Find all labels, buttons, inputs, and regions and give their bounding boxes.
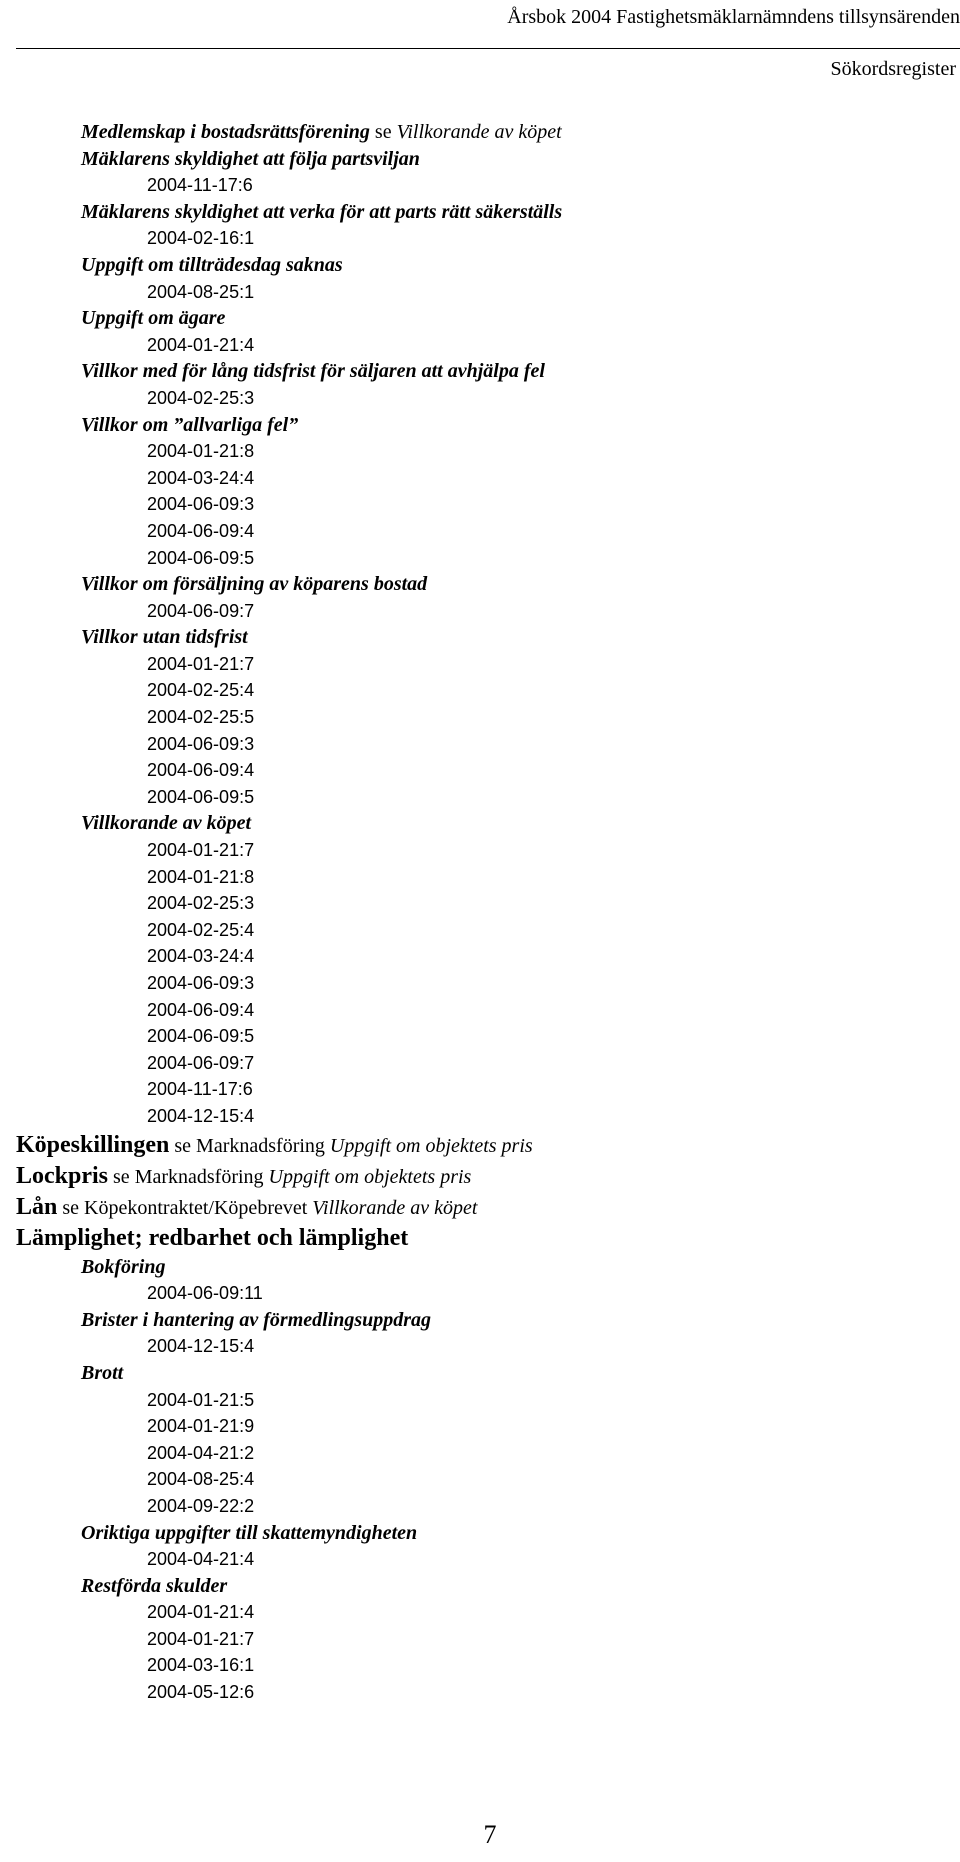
index-reference [16,1050,946,1077]
index-reference [16,1626,946,1653]
index-reference [16,465,946,492]
case-reference: 2004-06-09:3 [147,494,255,515]
index-reference [16,837,946,864]
case-reference: 2004-02-16:1 [147,228,255,249]
index-main-term [16,1192,946,1223]
running-title: Årsbok 2004 Fastighetsmäklarnämndens tillsynsärenden [507,6,960,28]
index-reference [16,677,946,704]
index-reference [16,651,946,678]
index-reference [16,1546,946,1573]
case-reference: 2004-06-09:3 [147,973,255,993]
index-list [16,119,946,1706]
case-reference: 2004-01-21:7 [147,840,255,861]
case-reference: 2004-02-25:3 [147,387,255,408]
term-text: Villkorande av köpet [312,1196,478,1219]
case-reference: 2004-01-21:4 [147,1602,255,1623]
term-text: Villkor med för lång tidsfrist för säljaren att avhjälpa fel [81,360,545,383]
index-subterm [16,810,946,837]
index-reference [16,518,946,545]
index-subterm [16,305,946,332]
index-reference [16,784,946,811]
index-subterm [16,1254,946,1281]
index-subterm [16,119,946,146]
case-reference: 2004-04-21:4 [147,1549,255,1570]
case-reference: 2004-08-25:1 [147,281,255,302]
case-reference: 2004-11-17:6 [147,1079,253,1100]
index-reference [16,279,946,306]
index-reference [16,1023,946,1050]
index-reference [16,1652,946,1679]
case-reference: 2004-12-15:4 [147,1105,255,1126]
index-reference [16,1599,946,1626]
case-reference: 2004-01-21:9 [147,1416,255,1437]
term-text: Villkorande av köpet [81,812,251,835]
index-reference [16,1280,946,1307]
index-main-term [16,1161,946,1192]
term-text: Oriktiga uppgifter till skattemyndigheten [81,1521,418,1544]
case-reference: 2004-01-21:8 [147,441,255,462]
case-reference: 2004-06-09:4 [147,520,255,541]
index-main-term [16,1223,946,1254]
index-reference [16,385,946,412]
case-reference: 2004-02-25:3 [147,893,255,914]
case-reference: 2004-01-21:7 [147,1628,255,1649]
term-text: Brott [81,1361,124,1384]
index-subterm [16,358,946,385]
case-reference: 2004-01-21:8 [147,866,255,887]
index-subterm [16,1307,946,1334]
case-reference: 2004-11-17:6 [147,175,253,196]
index-subterm [16,1573,946,1600]
term-text: Uppgift om objektets pris [329,1134,533,1157]
index-reference [16,864,946,891]
index-reference [16,438,946,465]
index-reference [16,1413,946,1440]
cross-reference-text: Marknadsföring [134,1165,264,1188]
cross-reference-text: Köpekontraktet/Köpebrevet [84,1196,308,1219]
index-reference [16,1466,946,1493]
case-reference: 2004-06-09:3 [147,733,255,754]
index-subterm [16,571,946,598]
term-text: Köpeskillingen [16,1131,170,1158]
index-reference [16,1103,946,1130]
term-text: Lämplighet; redbarhet och lämplighet [16,1224,409,1251]
index-reference [16,890,946,917]
section-title: Sökordsregister [830,58,956,80]
term-text: Villkor om försäljning av köparens bostad [81,573,428,596]
case-reference: 2004-03-24:4 [147,467,255,488]
term-text: Medlemskap i bostadsrättsförening [81,121,370,143]
term-text: Lån [16,1193,58,1220]
cross-reference-text: se [369,121,397,143]
term-text: Uppgift om objektets pris [268,1165,472,1188]
index-reference [16,225,946,252]
case-reference: 2004-06-09:7 [147,600,255,621]
term-text: Mäklarens skyldighet att verka för att parts rätt säkerställs [81,200,563,223]
case-reference: 2004-03-16:1 [147,1655,255,1676]
index-reference [16,731,946,758]
index-subterm [16,252,946,279]
term-text: Villkor om ”allvarliga fel” [81,413,299,436]
case-reference: 2004-06-09:4 [147,760,255,781]
term-text: Restförda skulder [81,1574,228,1597]
case-reference: 2004-01-21:5 [147,1389,255,1410]
index-reference [16,917,946,944]
index-reference [16,1493,946,1520]
case-reference: 2004-01-21:7 [147,653,255,674]
index-reference [16,1440,946,1467]
term-text: Villkor utan tidsfrist [81,626,248,649]
index-subterm [16,1520,946,1547]
page-header [0,0,960,84]
case-reference: 2004-06-09:7 [147,1052,255,1073]
case-reference: 2004-08-25:4 [147,1469,255,1490]
index-reference [16,757,946,784]
case-reference: 2004-03-24:4 [147,946,255,967]
page-number: 7 [483,1820,497,1849]
case-reference: 2004-06-09:11 [147,1283,263,1304]
index-subterm [16,199,946,226]
index-subterm [16,412,946,439]
cross-reference-text: Marknadsföring [196,1134,325,1157]
case-reference: 2004-06-09:4 [147,999,255,1020]
case-reference: 2004-02-25:4 [147,680,255,701]
header-rule [16,48,960,49]
index-reference [16,1333,946,1360]
index-reference [16,970,946,997]
index-main-term [16,1130,946,1161]
index-reference [16,997,946,1024]
case-reference: 2004-05-12:6 [147,1682,255,1703]
term-text: Villkorande av köpet [396,121,562,143]
index-subterm [16,146,946,173]
cross-reference-text: se [108,1165,135,1188]
index-reference [16,1387,946,1414]
term-text: Lockpris [16,1162,109,1189]
index-reference [16,332,946,359]
term-text: Uppgift om tillträdesdag saknas [81,253,343,276]
index-reference [16,598,946,625]
term-text: Bokföring [81,1255,166,1278]
case-reference: 2004-12-15:4 [147,1336,255,1357]
index-subterm [16,1360,946,1387]
cross-reference-text: se [57,1196,85,1219]
term-text: Uppgift om ägare [81,307,226,330]
case-reference: 2004-06-09:5 [147,547,255,568]
case-reference: 2004-01-21:4 [147,334,255,355]
index-reference [16,491,946,518]
term-text: Brister i hantering av förmedlingsuppdrag [81,1308,432,1331]
index-reference [16,1076,946,1103]
index-reference [16,545,946,572]
case-reference: 2004-04-21:2 [147,1442,255,1463]
case-reference: 2004-09-22:2 [147,1495,255,1516]
term-text: Mäklarens skyldighet att följa partsviljan [81,147,420,170]
index-subterm [16,624,946,651]
case-reference: 2004-06-09:5 [147,1026,255,1047]
cross-reference-text: se [169,1134,197,1157]
index-reference [16,172,946,199]
case-reference: 2004-06-09:5 [147,786,255,807]
index-reference [16,943,946,970]
index-reference [16,704,946,731]
case-reference: 2004-02-25:4 [147,919,255,940]
index-reference [16,1679,946,1706]
case-reference: 2004-02-25:5 [147,707,255,728]
